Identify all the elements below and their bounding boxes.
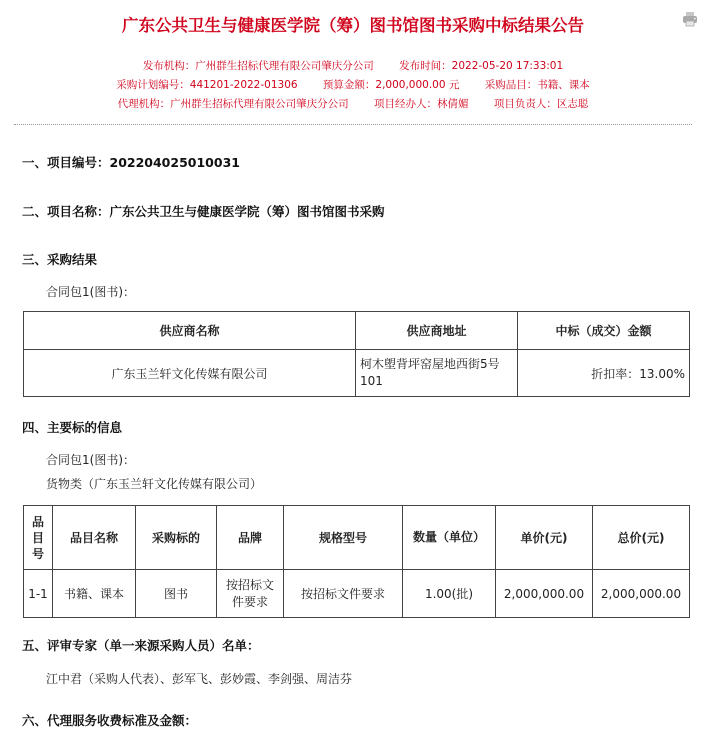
section-experts: 五、评审专家（单一来源采购人员）名单： bbox=[22, 638, 260, 653]
header-spec: 规格型号 bbox=[284, 506, 403, 570]
subject-package-label: 合同包1(图书)： bbox=[46, 453, 135, 467]
quantity: 1.00(批) bbox=[403, 570, 496, 618]
meta-line-3 bbox=[0, 96, 706, 111]
unit-price: 2,000,000.00 bbox=[496, 570, 593, 618]
section-project-number: 一、项目编号：202204025010031 bbox=[22, 155, 240, 170]
subject-header-row bbox=[24, 506, 690, 570]
header-total-price: 总价(元) bbox=[593, 506, 690, 570]
procurement-target: 图书 bbox=[136, 570, 217, 618]
agency: 代理机构：广州群生招标代理有限公司肇庆分公司 bbox=[117, 98, 349, 110]
procurement-category: 采购品目：书籍、课本 bbox=[484, 79, 590, 91]
meta-line-1 bbox=[0, 58, 706, 73]
result-package-label: 合同包1(图书)： bbox=[46, 285, 135, 299]
supplier-name: 广东玉兰轩文化传媒有限公司 bbox=[24, 350, 356, 397]
award-amount: 折扣率：13.00% bbox=[518, 350, 690, 397]
plan-number: 采购计划编号：441201-2022-01306 bbox=[116, 79, 298, 91]
project-leader: 项目负责人：区志聪 bbox=[493, 98, 589, 110]
brand: 按招标文件要求 bbox=[217, 570, 284, 618]
result-table bbox=[23, 311, 690, 397]
header-item-number: 品目号 bbox=[24, 506, 53, 570]
result-header-row bbox=[24, 312, 690, 350]
header-quantity: 数量（单位） bbox=[403, 506, 496, 570]
header-item-name: 品目名称 bbox=[53, 506, 136, 570]
expert-list: 江中君（采购人代表）、彭军飞、彭妙霞、李剑强、周洁芬 bbox=[46, 672, 353, 686]
meta-line-2 bbox=[0, 77, 706, 92]
header-award-amount: 中标（成交）金额 bbox=[518, 312, 690, 350]
section-procurement-result: 三、采购结果 bbox=[22, 252, 98, 267]
header-supplier-address: 供应商地址 bbox=[356, 312, 518, 350]
header-supplier-name: 供应商名称 bbox=[24, 312, 356, 350]
total-price: 2,000,000.00 bbox=[593, 570, 690, 618]
subject-table bbox=[23, 505, 690, 618]
supplier-address: 柯木塱背坪窑屋地西街5号101 bbox=[356, 350, 518, 397]
header-target: 采购标的 bbox=[136, 506, 217, 570]
publish-time: 发布时间：2022-05-20 17:33:01 bbox=[399, 60, 564, 72]
section-project-name: 二、项目名称：广东公共卫生与健康医学院（筹）图书馆图书采购 bbox=[22, 204, 385, 219]
budget: 预算金额：2,000,000.00 元 bbox=[322, 79, 460, 91]
publisher: 发布机构：广州群生招标代理有限公司肇庆分公司 bbox=[142, 60, 374, 72]
item-name: 书籍、课本 bbox=[53, 570, 136, 618]
header-brand: 品牌 bbox=[217, 506, 284, 570]
divider bbox=[14, 124, 692, 125]
page-title: 广东公共卫生与健康医学院（筹）图书馆图书采购中标结果公告 bbox=[122, 16, 584, 35]
subject-category: 货物类（广东玉兰轩文化传媒有限公司） bbox=[46, 477, 263, 491]
table-row bbox=[24, 570, 690, 618]
item-number: 1-1 bbox=[24, 570, 53, 618]
header-unit-price: 单价(元) bbox=[496, 506, 593, 570]
print-icon[interactable] bbox=[682, 11, 698, 27]
handler: 项目经办人：林倩媚 bbox=[374, 98, 469, 110]
section-subject-info: 四、主要标的信息 bbox=[22, 420, 123, 435]
table-row bbox=[24, 350, 690, 397]
section-agency-fee: 六、代理服务收费标准及金额： bbox=[22, 713, 198, 728]
spec: 按招标文件要求 bbox=[284, 570, 403, 618]
